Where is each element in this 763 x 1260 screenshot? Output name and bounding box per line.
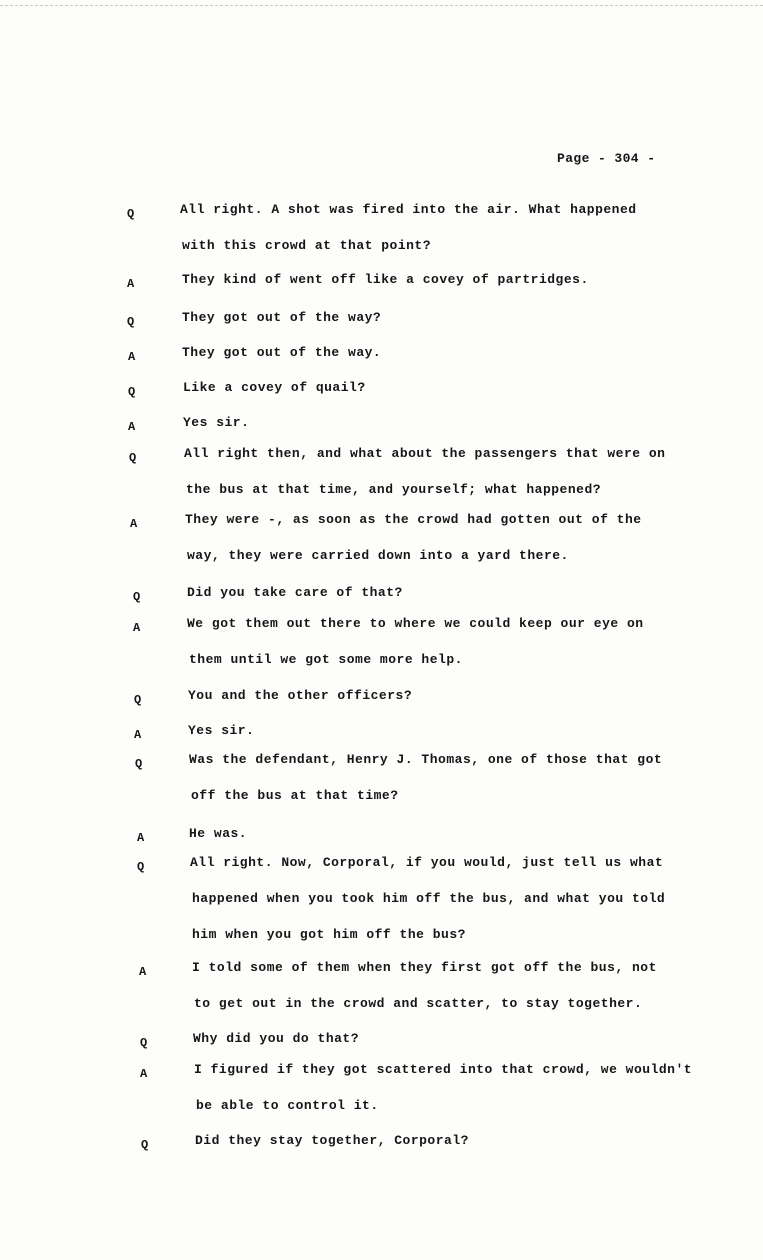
transcript-line: All right. Now, Corporal, if you would, just tell us what <box>190 855 664 870</box>
transcript-line: I figured if they got scattered into that crowd, we wouldn't <box>194 1062 693 1077</box>
question-marker: Q <box>135 757 143 771</box>
question-marker: Q <box>128 385 136 399</box>
question-marker: Q <box>141 1138 149 1152</box>
question-marker: Q <box>137 860 145 874</box>
answer-marker: A <box>137 831 145 845</box>
question-marker: Q <box>134 693 142 707</box>
answer-marker: A <box>130 517 138 531</box>
transcript-line: They got out of the way. <box>182 345 382 360</box>
answer-marker: A <box>127 277 135 291</box>
answer-marker: A <box>133 621 141 635</box>
transcript-line: to get out in the crowd and scatter, to stay together. <box>194 996 643 1011</box>
transcript-line: be able to control it. <box>196 1098 379 1113</box>
transcript-line: them until we got some more help. <box>189 652 463 667</box>
transcript-line: Like a covey of quail? <box>183 380 366 395</box>
transcript-line: I told some of them when they first got off the bus, not <box>192 960 657 975</box>
question-marker: Q <box>129 451 137 465</box>
transcript-line: Did you take care of that? <box>187 585 403 600</box>
transcript-line: way, they were carried down into a yard there. <box>187 548 569 563</box>
transcript-line: You and the other officers? <box>188 688 413 703</box>
answer-marker: A <box>128 350 136 364</box>
transcript-line: They got out of the way? <box>182 310 382 325</box>
transcript-line: happened when you took him off the bus, and what you told <box>192 891 666 906</box>
answer-marker: A <box>139 965 147 979</box>
question-marker: Q <box>133 590 141 604</box>
transcript-line: All right. A shot was fired into the air. What happened <box>180 202 637 217</box>
answer-marker: A <box>128 420 136 434</box>
answer-marker: A <box>140 1067 148 1081</box>
question-marker: Q <box>140 1036 148 1050</box>
transcript-line: They kind of went off like a covey of partridges. <box>182 272 589 287</box>
transcript-line: Yes sir. <box>188 723 255 738</box>
page-number: Page - 304 - <box>557 151 656 166</box>
transcript-line: with this crowd at that point? <box>182 238 432 253</box>
transcript-line: All right then, and what about the passengers that were on <box>184 446 666 461</box>
transcript-line: Why did you do that? <box>193 1031 360 1046</box>
transcript-line: They were -, as soon as the crowd had gotten out of the <box>185 512 642 527</box>
transcript-line: Yes sir. <box>183 415 250 430</box>
question-marker: Q <box>127 315 135 329</box>
question-marker: Q <box>127 207 135 221</box>
transcript-line: Did they stay together, Corporal? <box>195 1133 469 1148</box>
transcript-line: We got them out there to where we could keep our eye on <box>187 616 644 631</box>
transcript-line: Was the defendant, Henry J. Thomas, one of those that got <box>189 752 663 767</box>
transcript-line: the bus at that time, and yourself; what happened? <box>186 482 602 497</box>
transcript-line: He was. <box>189 826 248 841</box>
transcript-line: off the bus at that time? <box>191 788 399 803</box>
transcript-line: him when you got him off the bus? <box>192 927 466 942</box>
answer-marker: A <box>134 728 142 742</box>
